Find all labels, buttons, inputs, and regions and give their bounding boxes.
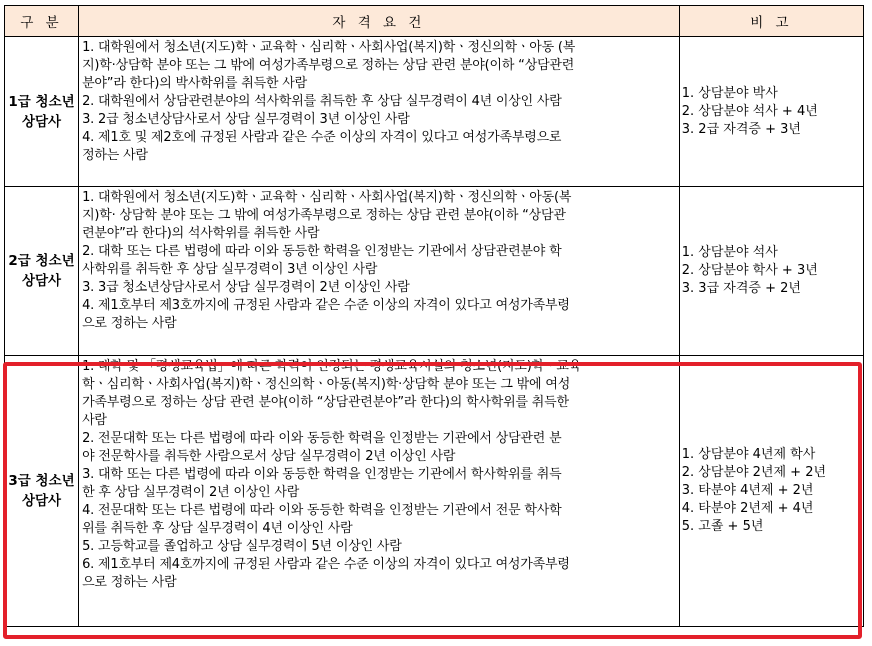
requirement-line: 한 후 상담 실무경력이 2년 이상인 사람	[82, 485, 300, 500]
requirement-line: 가족부령으로 정하는 상담 관련 분야(이하 “상담관련분야”라 한다)의 학사학위를 취득한	[82, 395, 569, 410]
grade-title: 상담사	[21, 273, 62, 289]
requirement-line: 1. 대학원에서 청소년(지도)학ㆍ교육학ㆍ심리학ㆍ사회사업(복지)학ㆍ정신의학ㆍ아동(복	[82, 190, 572, 205]
requirements-cell	[79, 356, 680, 627]
qualification-table	[4, 5, 864, 627]
grade-level: 2급	[8, 253, 31, 269]
note-line: 1. 상담분야 석사	[681, 245, 778, 260]
requirement-line: 야 전문학사를 취득한 사람으로서 상담 실무경력이 2년 이상인 사람	[82, 449, 456, 464]
requirement-line: 학ㆍ심리학ㆍ사회사업(복지)학ㆍ정신의학ㆍ아동(복지)학·상담학 분야 또는 그 밖에 여성	[82, 377, 571, 392]
requirement-line: 으로 정하는 사람	[82, 316, 177, 331]
note-line: 2. 상담분야 학사 + 3년	[681, 263, 818, 278]
requirement-line: 련분야”라 한다)의 석사학위를 취득한 사람	[82, 226, 320, 241]
requirements-cell	[79, 37, 680, 187]
grade-level: 1급	[8, 93, 31, 110]
table-row	[5, 187, 864, 356]
note-cell	[679, 37, 863, 187]
header-requirements: 자 격 요 건	[79, 6, 680, 37]
requirement-line: 정하는 사람	[82, 148, 148, 163]
note-line: 4. 타분야 2년제 + 4년	[681, 501, 814, 516]
grade-title: 청소년	[35, 473, 75, 489]
requirement-line: 1. 대학 및 「평생교육법」에 따른 학력이 인정되는 평생교육시설의 청소년(지도)학ㆍ교육	[82, 359, 582, 374]
note-cell	[679, 187, 863, 356]
requirement-line: 4. 제1호 및 제2호에 규정된 사람과 같은 수준 이상의 자격이 있다고 여성가족부령으로	[82, 130, 562, 145]
requirement-line: 사학위를 취득한 후 상담 실무경력이 3년 이상인 사람	[82, 262, 378, 277]
note-line: 5. 고졸 + 5년	[681, 519, 764, 534]
note-line: 3. 3급 자격증 + 2년	[681, 281, 801, 296]
grade-level: 3급	[8, 473, 31, 489]
requirement-line: 2. 대학 또는 다른 법령에 따라 이와 동등한 학력을 인정받는 기관에서 상담관련분야 학	[82, 244, 562, 259]
header-gubun: 구 분	[5, 6, 79, 37]
note-line: 2. 상담분야 2년제 + 2년	[681, 465, 827, 480]
grade-cell	[5, 37, 79, 187]
requirement-line: 2. 대학원에서 상담관련분야의 석사학위를 취득한 후 상담 실무경력이 4년 이상인 사람	[82, 94, 562, 109]
note-line: 3. 타분야 4년제 + 2년	[681, 483, 814, 498]
note-cell	[679, 356, 863, 627]
table-row	[5, 37, 864, 187]
note-line: 1. 상담분야 박사	[681, 85, 778, 101]
note-line: 2. 상담분야 석사 + 4년	[681, 103, 818, 119]
grade-title: 청소년	[35, 253, 75, 269]
requirement-line: 3. 대학 또는 다른 법령에 따라 이와 동등한 학력을 인정받는 기관에서 학사학위를 취득	[82, 467, 562, 482]
requirement-line: 으로 정하는 사람	[82, 575, 177, 590]
grade-title: 상담사	[21, 113, 62, 130]
requirement-line: 2. 전문대학 또는 다른 법령에 따라 이와 동등한 학력을 인정받는 기관에서 상담관련 분	[82, 431, 562, 446]
header-note: 비 고	[679, 6, 863, 37]
requirement-line: 3. 2급 청소년상담사로서 상담 실무경력이 3년 이상인 사람	[82, 112, 410, 127]
note-line: 3. 2급 자격증 + 3년	[681, 121, 801, 137]
requirements-cell	[79, 187, 680, 356]
requirement-line: 분야”라 한다)의 박사학위를 취득한 사람	[82, 76, 307, 91]
grade-title: 청소년	[35, 93, 75, 110]
table-row	[5, 356, 864, 627]
requirement-line: 5. 고등학교를 졸업하고 상담 실무경력이 5년 이상인 사람	[82, 539, 402, 554]
grade-cell	[5, 187, 79, 356]
grade-cell	[5, 356, 79, 627]
requirement-line: 6. 제1호부터 제4호까지에 규정된 사람과 같은 수준 이상의 자격이 있다고 여성가족부령	[82, 557, 570, 572]
grade-title: 상담사	[21, 493, 62, 509]
requirement-line: 4. 전문대학 또는 다른 법령에 따라 이와 동등한 학력을 인정받는 기관에서 전문 학사학	[82, 503, 562, 518]
requirement-line: 위를 취득한 후 상담 실무경력이 4년 이상인 사람	[82, 521, 353, 536]
requirement-line: 지)학· 상담학 분야 또는 그 밖에 여성가족부령으로 정하는 상담 관련 분야(이하 “상담관	[82, 208, 566, 223]
requirement-line: 3. 3급 청소년상담사로서 상담 실무경력이 2년 이상인 사람	[82, 280, 410, 295]
requirement-line: 지)학·상담학 분야 또는 그 밖에 여성가족부령으로 정하는 상담 관련 분야(이하 “상담관련	[82, 58, 575, 73]
note-line: 1. 상담분야 4년제 학사	[681, 447, 816, 462]
requirement-line: 사람	[82, 413, 107, 428]
header-row	[5, 6, 864, 37]
requirement-line: 4. 제1호부터 제3호까지에 규정된 사람과 같은 수준 이상의 자격이 있다고 여성가족부령	[82, 298, 570, 313]
requirement-line: 1. 대학원에서 청소년(지도)학ㆍ교육학ㆍ심리학ㆍ사회사업(복지)학ㆍ정신의학ㆍ아동 (복	[82, 40, 576, 55]
